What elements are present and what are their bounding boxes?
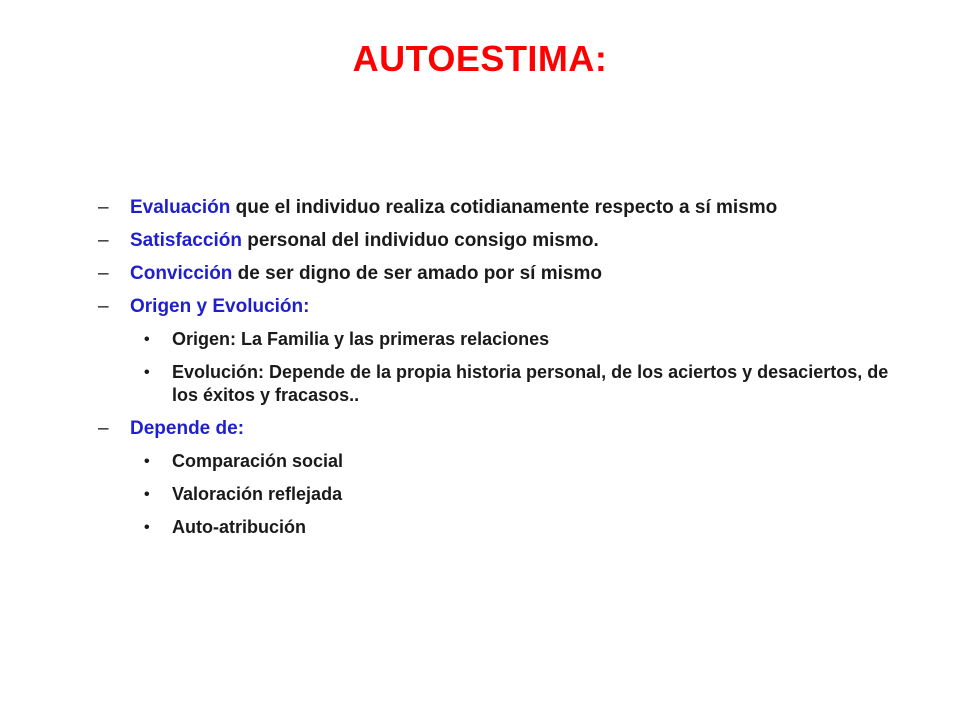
sub-item-text: Origen: La Familia y las primeras relaciones <box>172 329 550 349</box>
slide-title: AUTOESTIMA: <box>352 38 608 79</box>
item-highlight: Origen y Evolución: <box>130 296 310 317</box>
sub-list-origen-evolucion <box>98 328 898 407</box>
sub-item-origen <box>128 328 898 351</box>
list-item-conviccion <box>98 262 898 286</box>
bullet-marker: • <box>144 453 150 470</box>
sub-item-text: Evolución: Depende de la propia historia personal, de los aciertos y desaciertos, de los éxitos y fracasos.. <box>172 362 889 405</box>
content-list <box>98 196 898 549</box>
dash-marker: – <box>98 418 109 439</box>
sub-item-text: Comparación social <box>172 451 344 471</box>
sub-item-text: Auto-atribución <box>172 517 306 537</box>
item-highlight: Convicción <box>130 263 233 284</box>
sub-item-evolucion <box>128 361 898 407</box>
item-text: que el individuo realiza cotidianamente respecto a sí mismo <box>230 197 778 218</box>
dash-marker: – <box>98 296 109 317</box>
item-text: de ser digno de ser amado por sí mismo <box>232 263 602 284</box>
bullet-marker: • <box>144 364 150 381</box>
dash-marker: – <box>98 263 109 284</box>
sub-list-depende-de <box>98 450 898 539</box>
sub-item-valoracion <box>128 483 898 506</box>
item-highlight: Satisfacción <box>130 230 242 251</box>
dash-marker: – <box>98 230 109 251</box>
bullet-marker: • <box>144 519 150 536</box>
bullet-marker: • <box>144 331 150 348</box>
sub-item-comparacion <box>128 450 898 473</box>
list-item-satisfaccion <box>98 229 898 253</box>
item-text: personal del individuo consigo mismo. <box>241 230 599 251</box>
sub-item-text: Valoración reflejada <box>172 484 343 504</box>
list-item-depende-de <box>98 417 898 441</box>
dash-marker: – <box>98 197 109 218</box>
list-item-evaluacion <box>98 196 898 220</box>
list-item-origen-evolucion <box>98 295 898 319</box>
item-highlight: Depende de: <box>130 418 245 439</box>
sub-item-auto-atribucion <box>128 516 898 539</box>
item-highlight: Evaluación <box>130 197 231 218</box>
bullet-marker: • <box>144 486 150 503</box>
